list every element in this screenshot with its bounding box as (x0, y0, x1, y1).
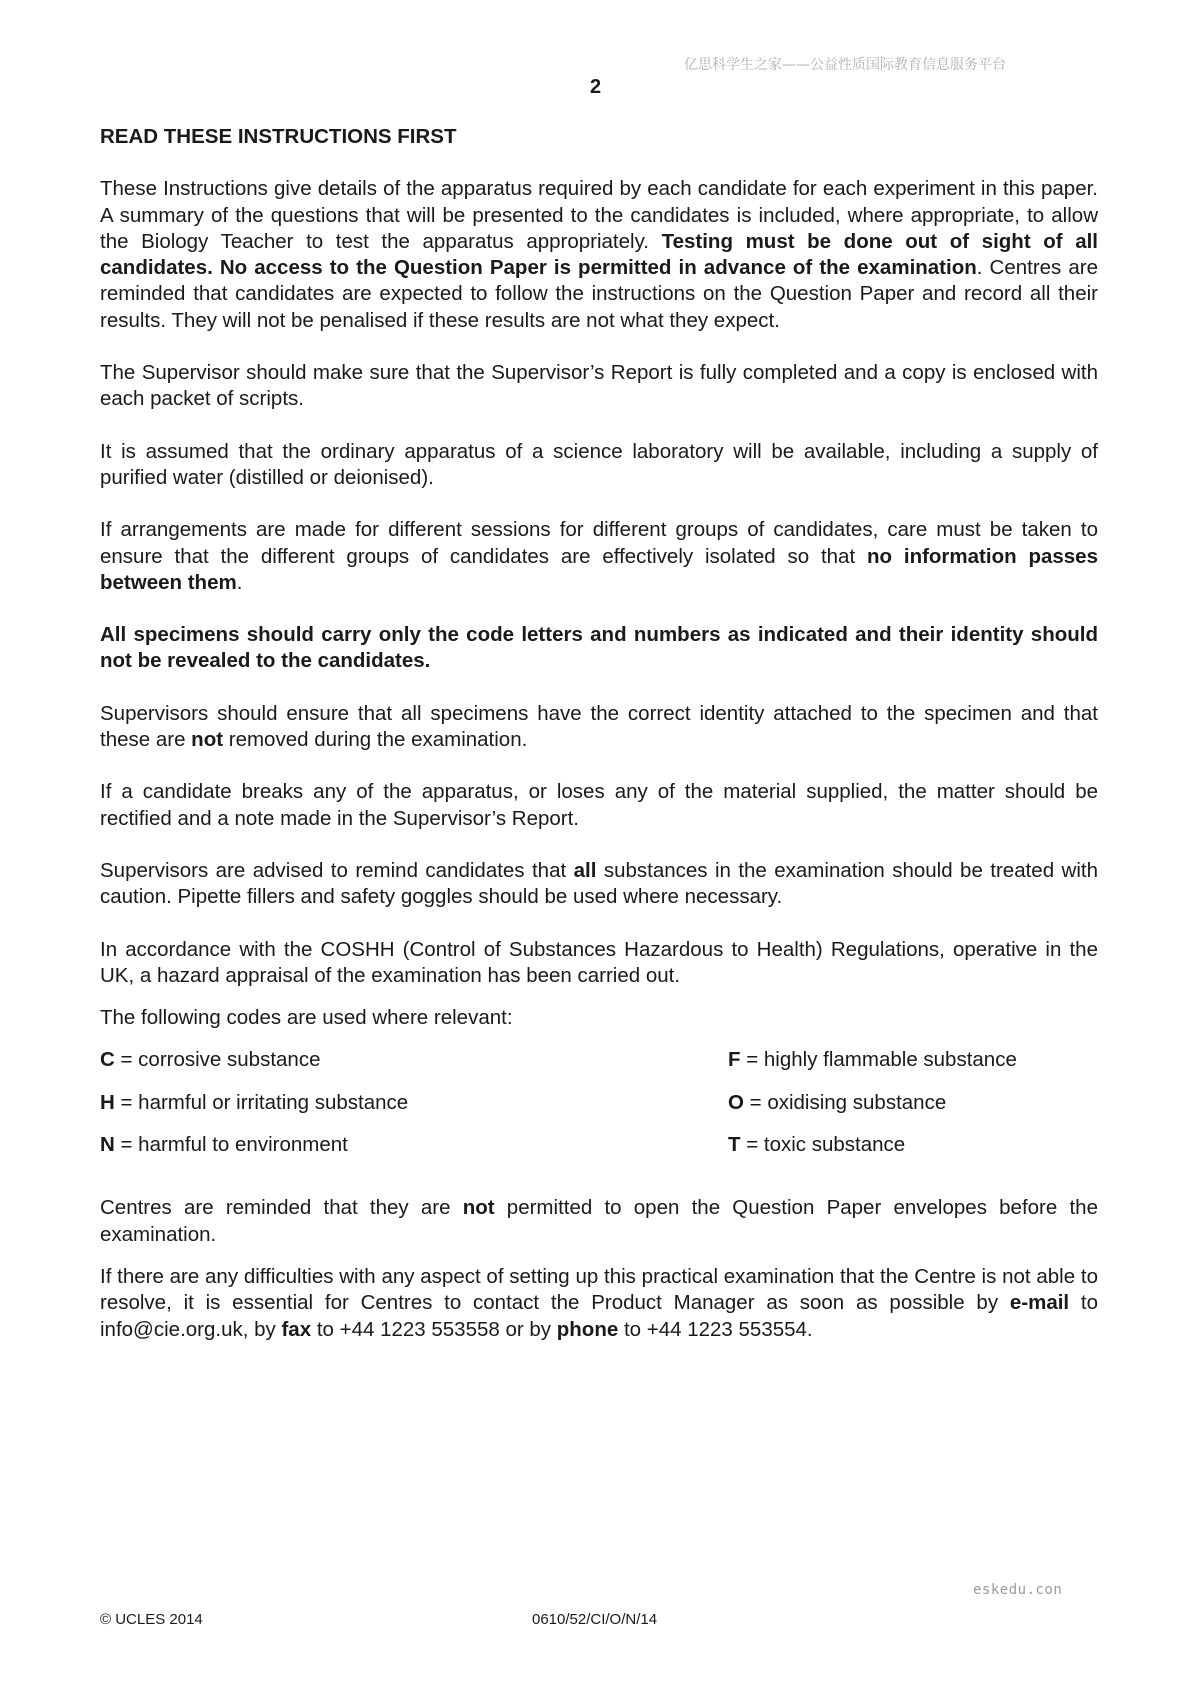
contact-text-1: If there are any difficulties with any aspect of setting up this practical examination that the Centre is not able to resolve, it is essential for Centres to contact the Product Manager as soon as possible by (100, 1264, 1098, 1315)
contact-fax-label: fax (281, 1317, 312, 1341)
contact-phone-label: phone (556, 1317, 619, 1341)
intro-bold-text: Testing must be done out of sight of all candidates. No access to the Question Paper is permitted in advance of the examination (100, 229, 1098, 280)
footer-watermark: eskedu.con (973, 1582, 1063, 1598)
identity-text-2: removed during the examination. (223, 728, 528, 752)
hazard-code-description: = harmful or irritating substance (114, 1090, 409, 1114)
hazard-code-letter: O (728, 1090, 744, 1114)
caution-bold-text: all (573, 858, 597, 882)
specimen-identity-paragraph (100, 701, 1098, 754)
contact-text-4: to +44 1223 553554. (618, 1317, 813, 1341)
envelopes-paragraph (100, 1195, 1098, 1248)
hazard-code-item (100, 1090, 728, 1116)
codes-intro-paragraph: The following codes are used where relevant: (100, 1006, 513, 1030)
hazard-code-letter: H (100, 1090, 115, 1114)
copyright-notice: © UCLES 2014 (100, 1611, 203, 1628)
intro-text-1: These Instructions give details of the apparatus required by each candidate for each experiment in this paper. A summary of the questions that will be presented to the candidates is included, where appropriate, to allow the Biology Teacher to test the apparatus appropriately. (100, 177, 1098, 253)
hazard-code-description: = toxic substance (740, 1133, 906, 1157)
hazard-code-letter: F (728, 1048, 741, 1072)
hazard-codes-list (100, 1047, 1098, 1158)
sessions-bold-text: no information passes between them (100, 544, 1098, 594)
sessions-text-1: If arrangements are made for different sessions for different groups of candidates, care must be taken to ensure that the different groups of candidates are effectively isolated so that (100, 518, 1098, 568)
envelopes-text-2: permitted to open the Question Paper envelopes before the examination. (100, 1196, 1098, 1246)
specimens-warning-paragraph: All specimens should carry only the code letters and numbers as indicated and their identity should not be revealed to the candidates. (100, 623, 1098, 673)
hazard-code-letter: C (100, 1048, 115, 1072)
header-watermark: 亿思科学生之家——公益性质国际教育信息服务平台 (684, 57, 1006, 73)
hazard-code-item (100, 1047, 728, 1073)
page-heading: READ THESE INSTRUCTIONS FIRST (100, 125, 457, 148)
hazard-code-item (100, 1132, 728, 1158)
caution-paragraph (100, 858, 1098, 911)
paper-code: 0610/52/CI/O/N/14 (532, 1611, 658, 1628)
coshh-paragraph: In accordance with the COSHH (Control of Substances Hazardous to Health) Regulations, operative in the UK, a hazard appraisal of the examination has been carried out. (100, 937, 1098, 987)
page-number: 2 (589, 76, 602, 98)
envelopes-bold-text: not (462, 1196, 495, 1220)
breakage-paragraph: If a candidate breaks any of the apparatus, or loses any of the material supplied, the matter should be rectified and a note made in the Supervisor’s Report. (100, 780, 1098, 830)
contact-paragraph (100, 1264, 1098, 1343)
hazard-code-description: = corrosive substance (114, 1048, 321, 1072)
supervisor-report-paragraph: The Supervisor should make sure that the Supervisor’s Report is fully completed and a copy is enclosed with each packet of scripts. (100, 361, 1098, 411)
identity-text-1: Supervisors should ensure that all specimens have the correct identity attached to the specimen and that these are (100, 701, 1098, 752)
hazard-code-description: = oxidising substance (743, 1090, 947, 1114)
contact-text-3: to +44 1223 553558 or by (311, 1317, 557, 1341)
caution-text-2: substances in the examination should be treated with caution. Pipette fillers and safety goggles should be used where necessary. (100, 858, 1098, 909)
apparatus-paragraph: It is assumed that the ordinary apparatus of a science laboratory will be available, including a supply of purified water (distilled or deionised). (100, 439, 1098, 489)
hazard-code-letter: N (100, 1133, 115, 1157)
sessions-text-2: . (236, 570, 243, 594)
intro-paragraph (100, 176, 1098, 334)
instructions-body (100, 124, 1098, 1369)
identity-bold-text: not (191, 728, 224, 752)
contact-email-label: e-mail (1009, 1291, 1070, 1315)
hazard-code-letter: T (728, 1133, 741, 1157)
caution-text-1: Supervisors are advised to remind candidates that (100, 858, 574, 882)
hazard-code-item (728, 1132, 1098, 1158)
hazard-code-description: = highly flammable substance (740, 1048, 1017, 1072)
hazard-code-description: = harmful to environment (114, 1133, 348, 1157)
envelopes-text-1: Centres are reminded that they are (100, 1196, 463, 1220)
intro-text-2: . Centres are reminded that candidates are expected to follow the instructions on the Question Paper and record all their results. They will not be penalised if these results are not what they expect. (100, 256, 1098, 332)
contact-text-2: to info@cie.org.uk, by (100, 1291, 1098, 1341)
hazard-code-item (728, 1090, 1098, 1116)
sessions-paragraph (100, 517, 1098, 596)
hazard-code-item (728, 1047, 1098, 1073)
